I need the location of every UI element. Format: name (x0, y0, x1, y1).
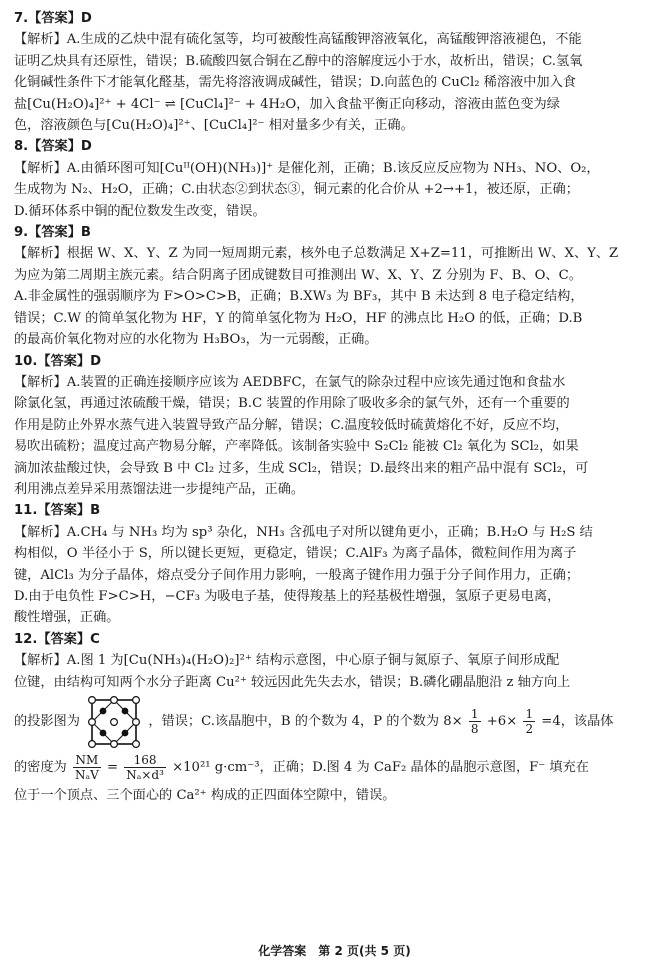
q11-explanation-line: 【解析】A.CH₄ 与 NH₃ 均为 sp³ 杂化，NH₃ 含孤电子对所以键角更小，正确；B.H₂O 与 H₂S 结 (14, 524, 593, 540)
page-footer: 化学答案 第 2 页(共 5 页) (258, 944, 411, 958)
q8-explanation-line: D.循环体系中铜的配位数发生改变，错误。 (14, 203, 266, 219)
q7-explanation-line: 化铜碱性条件下才能氧化醛基，需先将溶液调成碱性，错误；D.向蓝色的 CuCl₂ 稀溶液中加入食 (14, 75, 576, 91)
fraction-numerator: 1 (525, 707, 534, 721)
q7-explanation-line: 盐[Cu(H₂O)₄]²⁺ + 4Cl⁻ ⇌ [CuCl₄]²⁻ + 4H₂O，加入食盐平衡正向移动，溶液由蓝色变为绿 (14, 96, 560, 112)
answer-page (14, 8, 659, 806)
q8-answer-heading: 8.【答案】D (14, 139, 92, 155)
q12-explanation-line: 位于一个顶点、三个面心的 Ca²⁺ 构成的正四面体空隙中，错误。 (14, 788, 396, 803)
density-suffix-text: ×10²¹ g·cm⁻³，正确；D.图 4 为 CaF₂ 晶体的晶胞示意图，F⁻ 填充在 (172, 760, 589, 775)
projection-text-plus: +6× (486, 714, 518, 729)
fraction-one-half (523, 707, 535, 736)
fraction-denominator: 8 (470, 722, 479, 736)
q9-explanation-line: 错误；C.W 的简单氢化物为 HF，Y 的简单氢化物为 H₂O，HF 的沸点比 H₂O 的低，正确；D.B (14, 310, 583, 326)
q9-explanation-line: 为应为第二周期主族元素。结合阴离子团成键数目可推测出 W、X、Y、Z 分别为 F、B、O、C。 (14, 267, 582, 283)
fraction-numerator: NM (73, 753, 101, 768)
q10-explanation-line: 作用是防止外界水蒸气进入装置导致产品分解，错误；C.温度较低时硫黄熔化不好，反应不均， (14, 417, 569, 433)
q10-explanation-line: 易吹出硫粉；温度过高产物易分解，产率降低。该制备实验中 S₂Cl₂ 能被 Cl₂ 氧化为 SCl₂，如果 (14, 439, 579, 455)
density-prefix-text: 的密度为 (14, 760, 67, 775)
q10-explanation-line: 除氯化氢，再通过浓硫酸干燥，错误；B.C 装置的作用除了吸收多余的氯气外，还有一个重要的 (14, 396, 570, 412)
q9-explanation-line: 的最高价氧化物对应的水化物为 H₃BO₃，为一元弱酸，正确。 (14, 332, 378, 348)
boron-phosphide-projection-diagram (86, 694, 142, 750)
q8-explanation-line: 【解析】A.由循环图可知[Cuᴵᴵ(OH)(NH₃)]⁺ 是催化剂，正确；B.该反应反应物为 NH₃、NO、O₂， (14, 160, 600, 176)
q11-explanation-line: 键，AlCl₃ 为分子晶体，熔点受分子间作用力影响，一般离子键作用力强于分子间作用力，正确； (14, 567, 580, 583)
fraction-numerator: 168 (124, 753, 166, 768)
q7-answer-heading: 7.【答案】D (14, 11, 92, 26)
q11-answer-heading: 11.【答案】B (14, 503, 101, 519)
projection-text-end: =4，该晶体 (541, 714, 614, 729)
q12-answer-heading: 12.【答案】C (14, 631, 100, 647)
q7-explanation-line: 【解析】A.生成的乙炔中混有硫化氢等，均可被酸性高锰酸钾溶液氧化，高锰酸钾溶液褪色，不能 (14, 32, 582, 48)
q12-density-line (14, 751, 659, 785)
density-equals: = (106, 760, 119, 775)
fraction-denominator: 2 (525, 722, 534, 736)
q11-explanation-line: D.由于电负性 F>C>H，−CF₃ 为吸电子基，使得羧基上的羟基极性增强，氢原子更易电离， (14, 588, 561, 604)
q10-answer-heading: 10.【答案】D (14, 353, 102, 369)
q9-explanation-line: A.非金属性的强弱顺序为 F>O>C>B，正确；B.XW₃ 为 BF₃，其中 B 未达到 8 电子稳定结构， (14, 289, 584, 305)
q7-explanation-line: 色，溶液颜色与[Cu(H₂O)₄]²⁺、[CuCl₄]²⁻ 相对量多少有关，正确。 (14, 118, 414, 134)
q10-explanation-line: 滴加浓盐酸过快，会导致 B 中 Cl₂ 过多，生成 SCl₂，错误；D.最终出来的粗产品中混有 SCl₂，可 (14, 460, 589, 476)
q11-explanation-line: 酸性增强，正确。 (14, 610, 120, 626)
projection-prefix-text: 的投影图为 (14, 714, 80, 729)
q9-answer-heading: 9.【答案】B (14, 225, 91, 241)
q12-explanation-line: 【解析】A.图 1 为[Cu(NH₃)₄(H₂O)₂]²⁺ 结构示意图，中心原子铜与氮原子、氧原子间形成配 (14, 653, 560, 669)
q11-explanation-line: 构相似，O 半径小于 S，所以键长更短，更稳定，错误；C.AlF₃ 为离子晶体，微粒间作用为离子 (14, 546, 577, 562)
fraction-denominator: Nₐ×d³ (126, 768, 164, 782)
q12-explanation-line: 位键，由结构可知两个水分子距离 Cu²⁺ 较远因此先失去水，错误；B.磷化硼晶胞沿 z 轴方向上 (14, 674, 571, 690)
projection-text: ，错误；C.该晶胞中，B 的个数为 4，P 的个数为 8× (148, 714, 463, 729)
density-fraction-nm-nav (73, 753, 101, 782)
density-fraction-168 (124, 753, 166, 782)
fraction-denominator: NₐV (74, 768, 99, 782)
fraction-numerator: 1 (470, 707, 479, 721)
q10-explanation-line: 利用沸点差异采用蒸馏法进一步提纯产品，正确。 (14, 481, 305, 497)
q7-explanation-line: 证明乙炔具有还原性，错误；B.硫酸四氨合铜在乙醇中的溶解度远小于水，故析出，错误；C.氢氧 (14, 53, 583, 69)
q9-explanation-line: 【解析】根据 W、X、Y、Z 为同一短周期元素，核外电子总数满足 X+Z=11，可推断出 W、X、Y、Z (14, 246, 619, 262)
q10-explanation-line: 【解析】A.装置的正确连接顺序应该为 AEDBFC，在氯气的除杂过程中应该先通过饱和食盐水 (14, 374, 566, 390)
q12-projection-line (14, 693, 659, 751)
fraction-one-eighth (469, 707, 481, 736)
q8-explanation-line: 生成物为 N₂、H₂O，正确；C.由状态②到状态③，铜元素的化合价从 +2→+1，被还原，正确； (14, 182, 579, 198)
